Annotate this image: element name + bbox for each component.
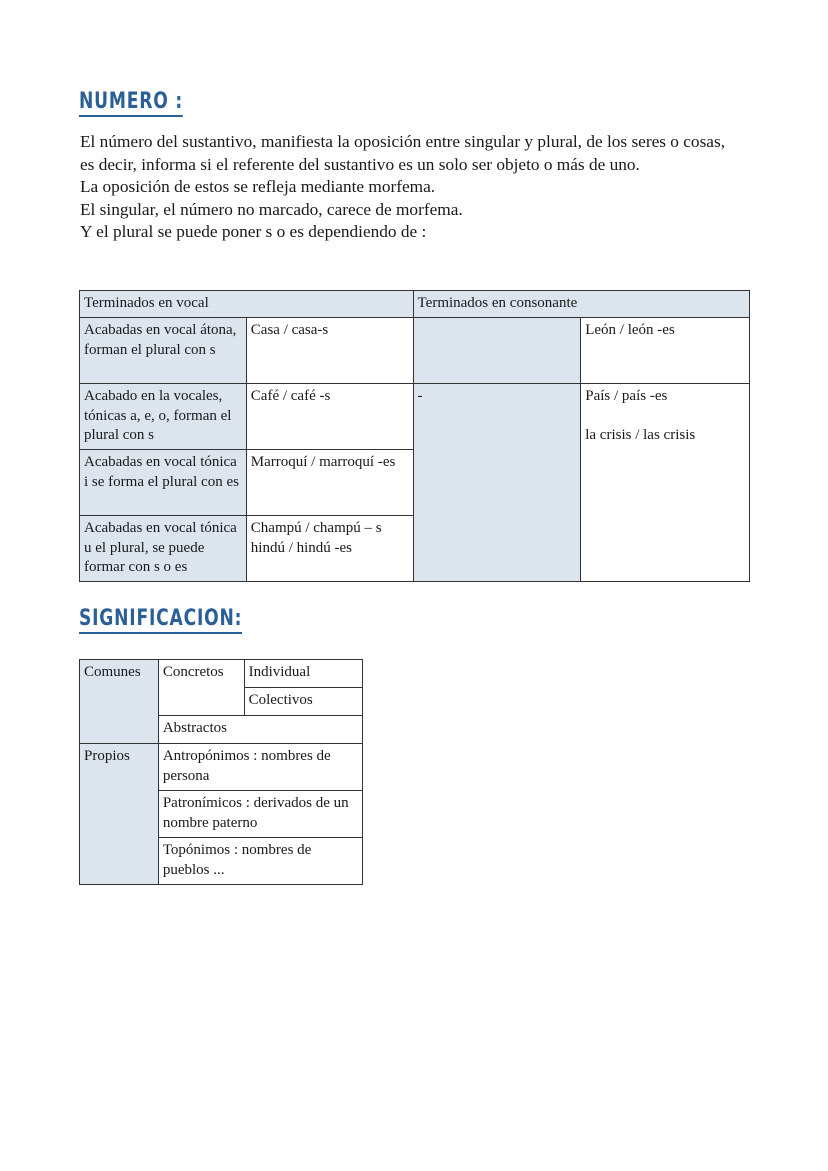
antroponimos-cell: Antropónimos : nombres de persona xyxy=(158,744,362,791)
example-line: País / país -es xyxy=(585,388,668,404)
example-cell: Casa / casa-s xyxy=(246,318,413,384)
toponimos-cell: Topónimos : nombres de pueblos ... xyxy=(158,838,362,885)
individual-cell: Individual xyxy=(244,660,362,688)
example-cell xyxy=(246,516,413,582)
example-cell: Marroquí / marroquí -es xyxy=(246,450,413,516)
example-line: Champú / champú – s xyxy=(250,520,382,536)
consonante-example-cell: León / león -es xyxy=(581,318,750,384)
section-title-numero xyxy=(79,89,183,117)
consonante-example-cell xyxy=(581,384,750,582)
concretos-cell: Concretos xyxy=(158,660,244,716)
abstractos-cell: Abstractos xyxy=(158,716,362,744)
example-cell: Café / café -s xyxy=(246,384,413,450)
table-row xyxy=(80,744,363,791)
example-line: la crisis / las crisis xyxy=(585,427,696,443)
rule-cell: Acabadas en vocal átona, forman el plural con s xyxy=(80,318,247,384)
paragraph: El número del sustantivo, manifiesta la oposición entre singular y plural, de los seres o cosas, es decir, informa si el referente del sustantivo es un solo ser objeto o más de uno. xyxy=(80,132,726,174)
table-header-row xyxy=(80,291,750,318)
rule-cell: Acabadas en vocal tónica u el plural, se puede formar con s o es xyxy=(80,516,247,582)
propios-cell: Propios xyxy=(80,744,159,885)
table-row xyxy=(80,384,750,450)
header-consonante: Terminados en consonante xyxy=(413,291,749,318)
section-title-significacion-text: SIGNIFICACION: xyxy=(79,606,242,634)
rule-cell: Acabado en la vocales, tónicas a, e, o, forman el plural con s xyxy=(80,384,247,450)
paragraph: El singular, el número no marcado, carece de morfema. xyxy=(80,199,463,219)
paragraph: Y el plural se puede poner s o es dependiendo de : xyxy=(80,222,427,241)
comunes-cell: Comunes xyxy=(80,660,159,744)
header-vocal: Terminados en vocal xyxy=(80,291,414,318)
paragraph: La oposición de estos se refleja mediante morfema. xyxy=(80,177,436,196)
intro-text xyxy=(80,131,740,244)
consonante-dash-cell: - xyxy=(413,384,581,582)
significacion-table xyxy=(79,659,363,885)
table-row xyxy=(80,660,363,688)
consonante-rule-cell xyxy=(413,318,581,384)
section-title-numero-text: NUMERO : xyxy=(79,89,183,117)
section-title-significacion xyxy=(79,606,242,634)
rule-cell: Acabadas en vocal tónica i se forma el plural con es xyxy=(80,450,247,516)
table-row xyxy=(80,318,750,384)
plural-rules-table xyxy=(79,290,750,582)
colectivos-cell: Colectivos xyxy=(244,688,362,716)
patronimicos-cell: Patronímicos : derivados de un nombre paterno xyxy=(158,791,362,838)
example-line: hindú / hindú -es xyxy=(250,539,353,556)
